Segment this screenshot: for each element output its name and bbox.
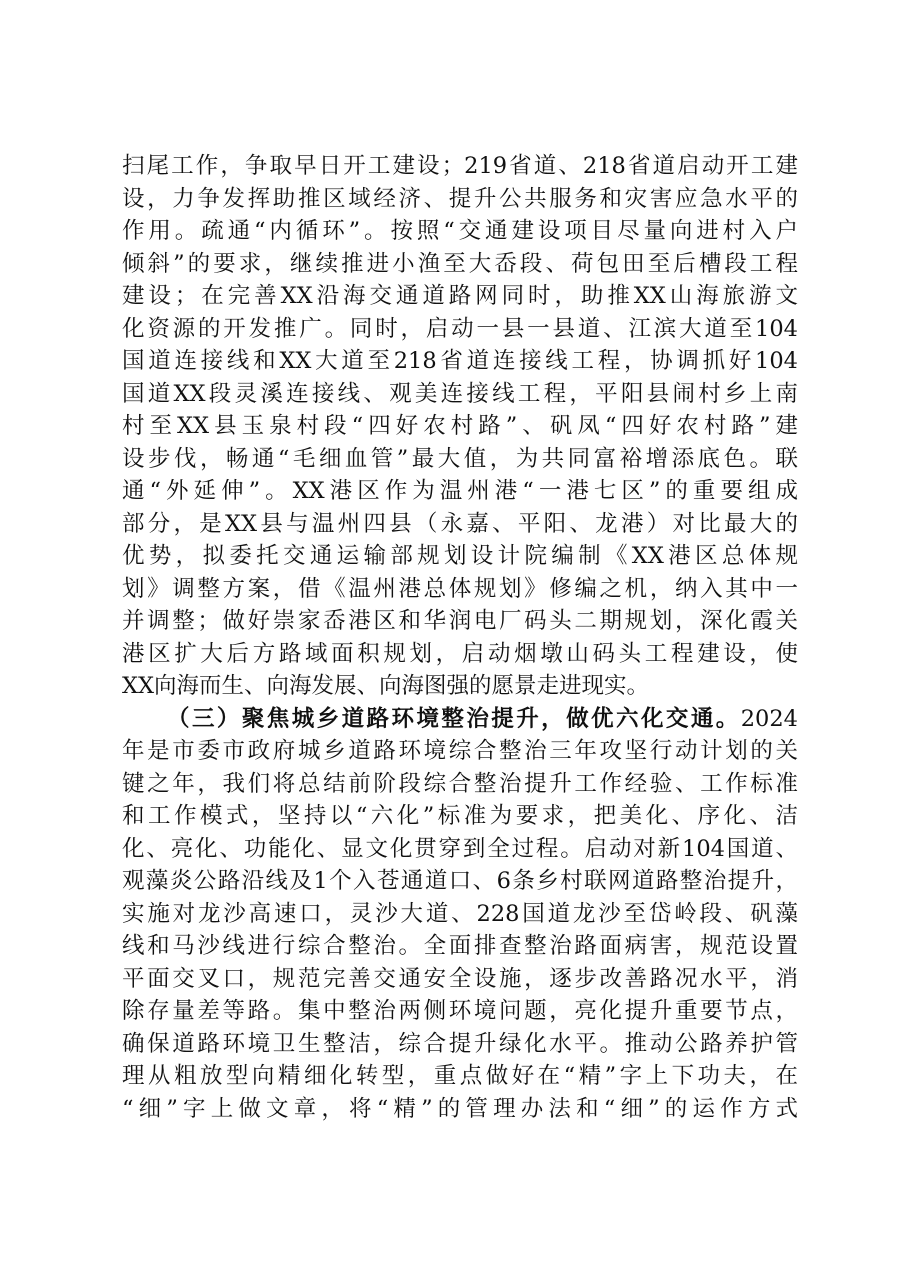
text-line: 国道XX段灵溪连接线、观美连接线工程，平阳县闹村乡上南 [122,380,798,407]
text-fragment: 2024 [740,705,798,732]
text-line: 村至XX县玉泉村段“四好农村路”、矾凤“四好农村路”建 [122,413,798,439]
text-line: 建设；在完善XX沿海交通道路网同时，助推XX山海旅游文 [122,283,798,309]
text-line: 平面交叉口，规范完善交通安全设施，逐步改善路况水平，消 [122,965,798,992]
text-line: 通“外延伸”。XX港区作为温州港“一港七区”的重要组成 [122,478,798,504]
text-line: 键之年，我们将总结前阶段综合整治提升工作经验、工作标准 [122,770,798,797]
text-line: 优势，拟委托交通运输部规划设计院编制《XX港区总体规 [122,543,798,569]
text-line: XX向海而生、向海发展、向海图强的愿景走进现实。 [122,673,650,699]
paragraph-1 [122,150,798,703]
text-line: 港区扩大后方路域面积规划，启动烟墩山码头工程建设，使 [122,640,798,667]
text-line: 作用。疏通“内循环”。按照“交通建设项目尽量向进村入户 [122,218,798,244]
text-line: 确保道路环境卫生整洁，综合提升绿化水平。推动公路养护管 [122,1030,798,1057]
text-line: 年是市委市政府城乡道路环境综合整治三年攻坚行动计划的关 [122,738,798,764]
text-line: 设步伐，畅通“毛细血管”最大值，为共同富裕增添底色。联 [122,445,798,472]
text-line: 部分，是XX县与温州四县（永嘉、平阳、龙港）对比最大的 [122,510,798,537]
text-line: 并调整；做好崇家岙港区和华润电厂码头二期规划，深化霞关 [122,608,798,634]
section-heading: （三）聚焦城乡道路环境整治提升，做优六化交通。 [167,705,741,732]
text-line: 国道连接线和XX大道至218省道连接线工程，协调抓好104 [122,348,798,374]
section-heading-line [122,703,798,736]
text-line: 线和马沙线进行综合整治。全面排查整治路面病害，规范设置 [122,933,798,959]
text-line: 扫尾工作，争取早日开工建设；219省道、218省道启动开工建 [122,153,798,179]
text-line: 观藻炎公路沿线及1个入苍通道口、6条乡村联网道路整治提升， [122,868,798,894]
text-line: 化、亮化、功能化、显文化贯穿到全过程。启动对新104国道、 [122,835,798,862]
paragraph-2 [122,703,798,1126]
document-page [122,150,798,1125]
text-line: 设，力争发挥助推区域经济、提升公共服务和灾害应急水平的 [122,185,798,212]
text-line: 和工作模式，坚持以“六化”标准为要求，把美化、序化、洁 [122,803,798,829]
text-line: 除存量差等路。集中整治两侧环境问题，亮化提升重要节点， [122,998,798,1024]
text-line: 实施对龙沙高速口，灵沙大道、228国道龙沙至岱岭段、矾藻 [122,900,798,927]
text-line: 划》调整方案，借《温州港总体规划》修编之机，纳入其中一 [122,575,798,602]
text-line: 理从粗放型向精细化转型，重点做好在“精”字上下功夫，在 [122,1063,798,1089]
text-line: 化资源的开发推广。同时，启动一县一县道、江滨大道至104 [122,315,798,342]
text-line: “细”字上做文章，将“精”的管理办法和“细”的运作方式 [122,1095,798,1122]
text-line: 倾斜”的要求，继续推进小渔至大岙段、荷包田至后槽段工程 [122,250,798,277]
